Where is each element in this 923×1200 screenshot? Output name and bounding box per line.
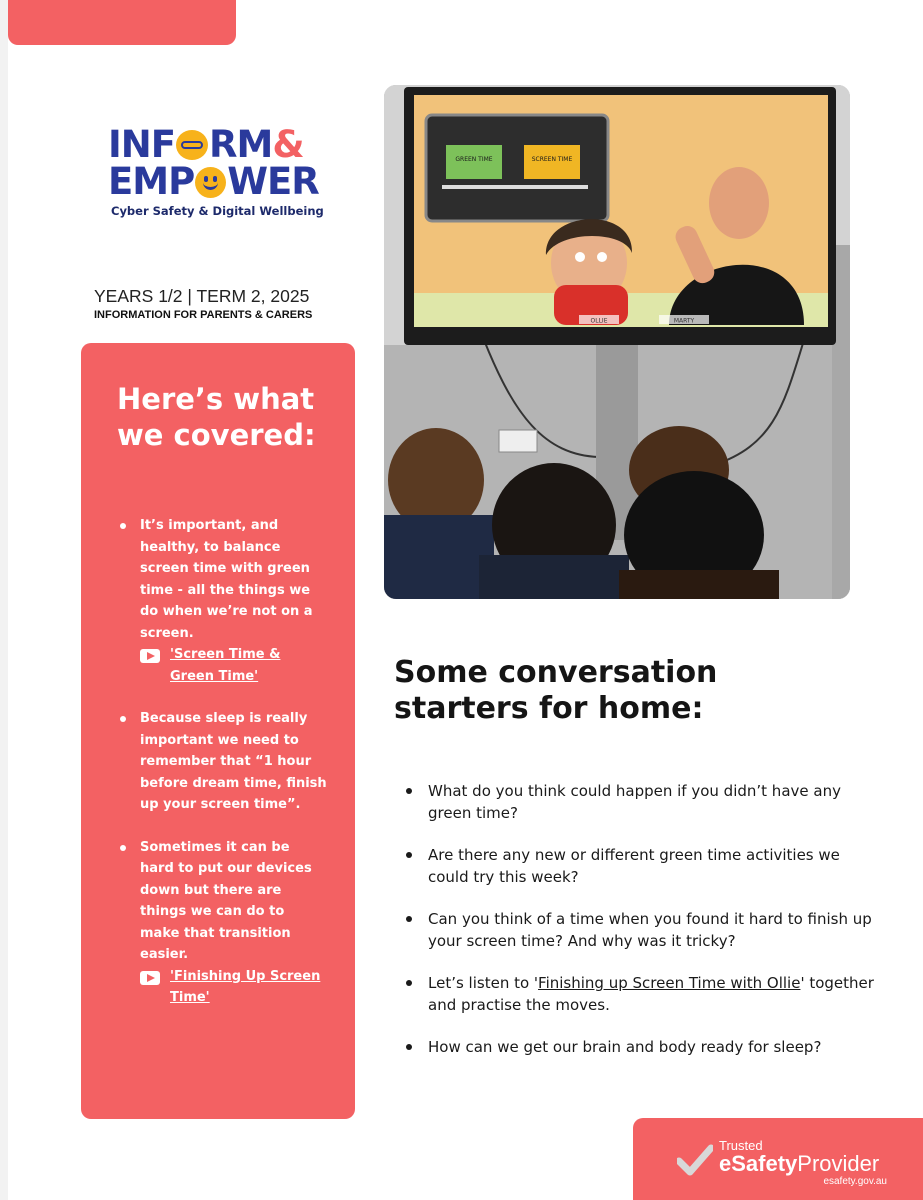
years-term-heading: YEARS 1/2 | TERM 2, 2025 (94, 286, 310, 306)
esafety-provider-badge (633, 1118, 923, 1200)
screen-card-screen: SCREEN TIME (531, 156, 573, 163)
badge-provider-name: eSafetyProvider (719, 1151, 880, 1176)
list-item: Because sleep is really important we need to remember that “1 hour before dream time, finish up your screen time”. (117, 708, 327, 816)
caption-marty: MARTY (673, 317, 695, 325)
badge-url: esafety.gov.au (823, 1176, 887, 1187)
logo-line-inform: INF RM& (108, 123, 304, 166)
youtube-play-icon (140, 971, 160, 985)
logo-tagline: Cyber Safety & Digital Wellbeing (111, 204, 324, 218)
caption-ollie: OLLIE (590, 317, 608, 325)
list-item: How can we get our brain and body ready for sleep? (404, 1036, 874, 1058)
classroom-illustration (384, 85, 850, 599)
covered-title: Here’s what we covered: (117, 382, 316, 452)
badge-trusted-label: Trusted (719, 1138, 763, 1153)
conversation-list (404, 780, 874, 1078)
screen-time-green-time-link[interactable]: 'Screen Time & Green Time' (140, 644, 327, 687)
list-item: What do you think could happen if you didn’t have any green time? (404, 780, 874, 824)
classroom-photo (384, 85, 850, 599)
audience-subheading: INFORMATION FOR PARENTS & CARERS (94, 309, 313, 321)
checkmark-icon (677, 1144, 713, 1176)
covered-list (117, 515, 327, 1030)
smiley-icon (195, 167, 226, 198)
finishing-up-screen-time-link[interactable]: 'Finishing Up Screen Time' (140, 966, 327, 1009)
top-accent-tab (8, 0, 236, 45)
screen-card-green: GREEN TIME (455, 156, 493, 163)
inform-empower-logo (108, 123, 338, 218)
list-item: Let’s listen to 'Finishing up Screen Time with Ollie' together and practise the moves. (404, 972, 874, 1016)
finishing-up-screen-time-ollie-link[interactable]: Finishing up Screen Time with Ollie (538, 974, 801, 992)
page-edge (0, 0, 8, 1200)
list-item: Can you think of a time when you found it hard to finish up your screen time? And why was it tricky? (404, 908, 874, 952)
covered-panel (81, 343, 355, 1119)
list-item: It’s important, and healthy, to balance screen time with green time - all the things we do when we’re not on a screen. 'Screen Time & Green Time' (117, 515, 327, 687)
conversation-title: Some conversation starters for home: (394, 655, 718, 726)
list-item: Are there any new or different green time activities we could try this week? (404, 844, 874, 888)
list-item: Sometimes it can be hard to put our devices down but there are things we can do to make that transition easier. 'Finishing Up Screen Time' (117, 837, 327, 1009)
logo-line-empower: EMP WER (108, 160, 319, 203)
youtube-play-icon (140, 649, 160, 663)
speech-bubble-icon (176, 130, 208, 160)
